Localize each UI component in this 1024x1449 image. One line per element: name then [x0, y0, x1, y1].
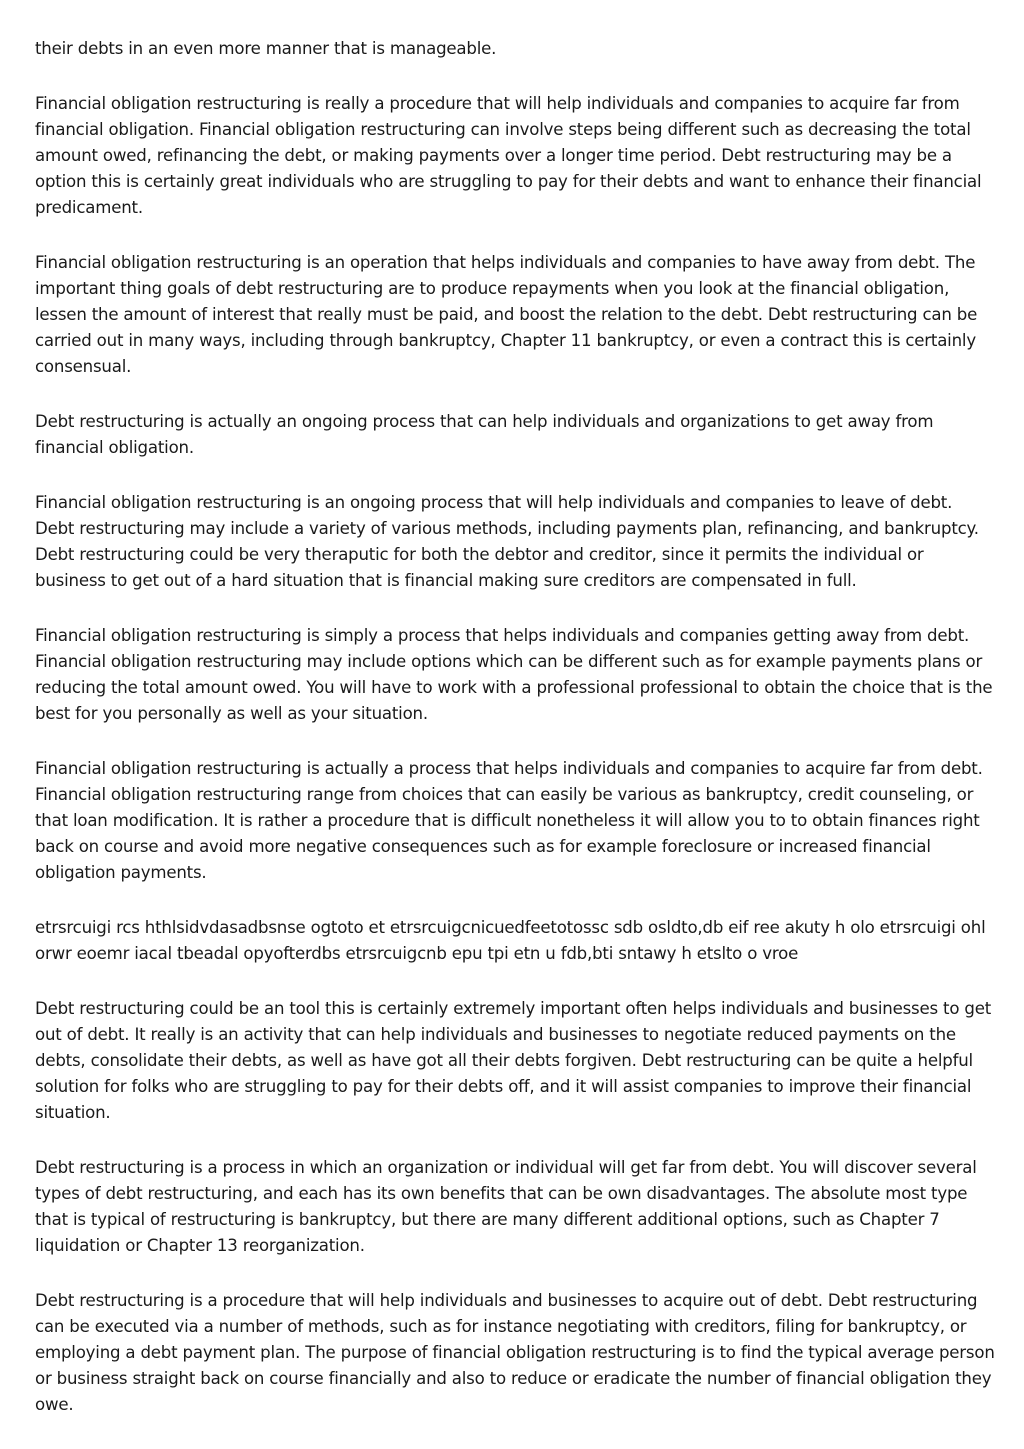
paragraph-5: Financial obligation restructuring is an ongoing process that will help individuals and companies to leave of debt. Debt restructuring may include a variety of various methods, including payments plan, refinancing, and bankruptcy. Debt restructuring could be very theraputic for both the debtor and creditor, since it permits the individual or business to get out of a hard situation that is financial making sure creditors are compensated in full.	[35, 493, 979, 590]
paragraph-8: etrsrcuigi rcs hthlsidvdasadbsnse ogtoto et etrsrcuigcnicuedfeetotossc sdb osldto,db eif ree akuty h olo etrsrcuigi ohl orwr eoemr iacal tbeadal opyofterdbs etrsrcuigcnb epu tpi etn u fdb,bti sntawy h etslto o vroe	[35, 918, 986, 963]
paragraph-7: Financial obligation restructuring is actually a process that helps individuals and companies to acquire far from debt. Financial obligation restructuring range from choices that can easily be various as bankruptcy, credit counseling, or that loan modification. It is rather a procedure that is difficult nonetheless it will allow you to to obtain finances right back on course and avoid more negative consequences such as for example foreclosure or increased financial obligation payments.	[35, 759, 983, 882]
paragraph-1: their debts in an even more manner that is manageable.	[35, 39, 497, 58]
document-body	[35, 36, 995, 1447]
paragraph-6: Financial obligation restructuring is simply a process that helps individuals and companies getting away from debt. Financial obligation restructuring may include options which can be different such as for example payments plans or reducing the total amount owed. You will have to work with a professional professional to obtain the choice that is the best for you personally as well as your situation.	[35, 626, 993, 723]
paragraph-4: Debt restructuring is actually an ongoing process that can help individuals and organizations to get away from financial obligation.	[35, 412, 934, 457]
paragraph-2: Financial obligation restructuring is really a procedure that will help individuals and companies to acquire far from financial obligation. Financial obligation restructuring can involve steps being different such as decreasing the total amount owed, refinancing the debt, or making payments over a longer time period. Debt restructuring may be a option this is certainly great individuals who are struggling to pay for their debts and want to enhance their financial predicament.	[35, 94, 982, 217]
paragraph-9: Debt restructuring could be an tool this is certainly extremely important often helps individuals and businesses to get out of debt. It really is an activity that can help individuals and businesses to negotiate reduced payments on the debts, consolidate their debts, as well as have got all their debts forgiven. Debt restructuring can be quite a helpful solution for folks who are struggling to pay for their debts off, and it will assist companies to improve their financial situation.	[35, 999, 992, 1122]
paragraph-3: Financial obligation restructuring is an operation that helps individuals and companies to have away from debt. The important thing goals of debt restructuring are to produce repayments when you look at the financial obligation, lessen the amount of interest that really must be paid, and boost the relation to the debt. Debt restructuring can be carried out in many ways, including through bankruptcy, Chapter 11 bankruptcy, or even a contract this is certainly consensual.	[35, 253, 978, 376]
paragraph-11: Debt restructuring is a procedure that will help individuals and businesses to acquire out of debt. Debt restructuring can be executed via a number of methods, such as for instance negotiating with creditors, filing for bankruptcy, or employing a debt payment plan. The purpose of financial obligation restructuring is to find the typical average person or business straight back on course financially and also to reduce or eradicate the number of financial obligation they owe.	[35, 1291, 995, 1414]
paragraph-10: Debt restructuring is a process in which an organization or individual will get far from debt. You will discover several types of debt restructuring, and each has its own benefits that can be own disadvantages. The absolute most type that is typical of restructuring is bankruptcy, but there are many different additional options, such as Chapter 7 liquidation or Chapter 13 reorganization.	[35, 1158, 977, 1255]
